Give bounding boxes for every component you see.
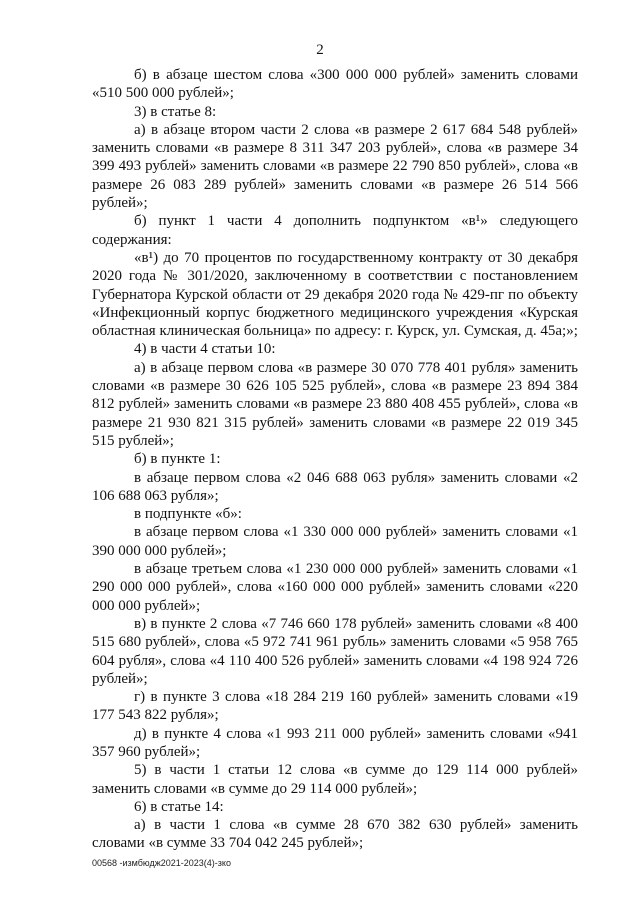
paragraph: 4) в части 4 статьи 10:: [134, 341, 276, 358]
paragraph: в) в пункте 2 слова «7 746 660 178 рублей» заменить словами «8 400 515 680 рублей», слова «5 972 741 961 рубль» заменить словами «5 958 765 604 рубля», слова «4 110 400 526 рублей» заменить словами «4 198 924 726 рублей»;: [92, 615, 578, 687]
paragraph: 6) в статье 14:: [134, 798, 224, 815]
paragraph: в абзаце первом слова «2 046 688 063 рубля» заменить словами «2 106 688 063 рубля»;: [92, 469, 578, 504]
paragraph: б) пункт 1 части 4 дополнить подпунктом «в¹» следующего содержания:: [92, 213, 578, 248]
document-footer-code: 00568 -измбюдж2021-2023(4)-зко: [92, 858, 231, 868]
paragraph: в абзаце третьем слова «1 230 000 000 рублей» заменить словами «1 290 000 000 рублей», слова «160 000 000 рублей» заменить словами «220 000 000 рублей»;: [92, 561, 578, 614]
paragraph: «в¹) до 70 процентов по государственному контракту от 30 декабря 2020 года № 301/2020, заключенному в соответствии с постановлением Губернатора Курской области от 29 декабря 2020 года № 429-пг по объекту «Инфекционный корпус бюджетного медицинского учреждения «Курская областная клиническая больница» по адресу: г. Курск, ул. Сумская, д. 45а;»;: [92, 249, 578, 340]
paragraph: в подпункте «б»:: [134, 506, 242, 523]
paragraph: б) в пункте 1:: [134, 451, 221, 468]
document-body: [92, 66, 578, 853]
paragraph: 3) в статье 8:: [134, 103, 217, 120]
paragraph: в абзаце первом слова «1 330 000 000 рублей» заменить словами «1 390 000 000 рублей»;: [92, 524, 578, 559]
paragraph: г) в пункте 3 слова «18 284 219 160 рублей» заменить словами «19 177 543 822 рубля»;: [92, 689, 578, 724]
paragraph: а) в абзаце втором части 2 слова «в размере 2 617 684 548 рублей» заменить словами «в размере 8 311 347 203 рублей», слова «в размере 34 399 493 рублей» заменить словами «в размере 22 790 850 рублей», слова «в размере 26 083 289 рублей» заменить словами «в размере 26 514 566 рублей»;: [92, 121, 578, 212]
paragraph: а) в части 1 слова «в сумме 28 670 382 630 рублей» заменить словами «в сумме 33 704 042 245 рублей»;: [92, 817, 578, 852]
paragraph: 5) в части 1 статьи 12 слова «в сумме до 129 114 000 рублей» заменить словами «в сумме до 29 114 000 рублей»;: [92, 762, 578, 797]
paragraph: а) в абзаце первом слова «в размере 30 070 778 401 рубля» заменить словами «в размере 30 626 105 525 рублей», слова «в размере 23 894 384 812 рублей» заменить словами «в размере 23 880 408 455 рублей», слова «в размере 21 930 821 315 рублей» заменить словами «в размере 22 019 345 515 рублей»;: [92, 359, 578, 449]
paragraph: б) в абзаце шестом слова «300 000 000 рублей» заменить словами «510 500 000 рублей»;: [92, 67, 578, 102]
paragraph: д) в пункте 4 слова «1 993 211 000 рублей» заменить словами «941 357 960 рублей»;: [92, 725, 578, 760]
page-number: 2: [316, 42, 324, 58]
